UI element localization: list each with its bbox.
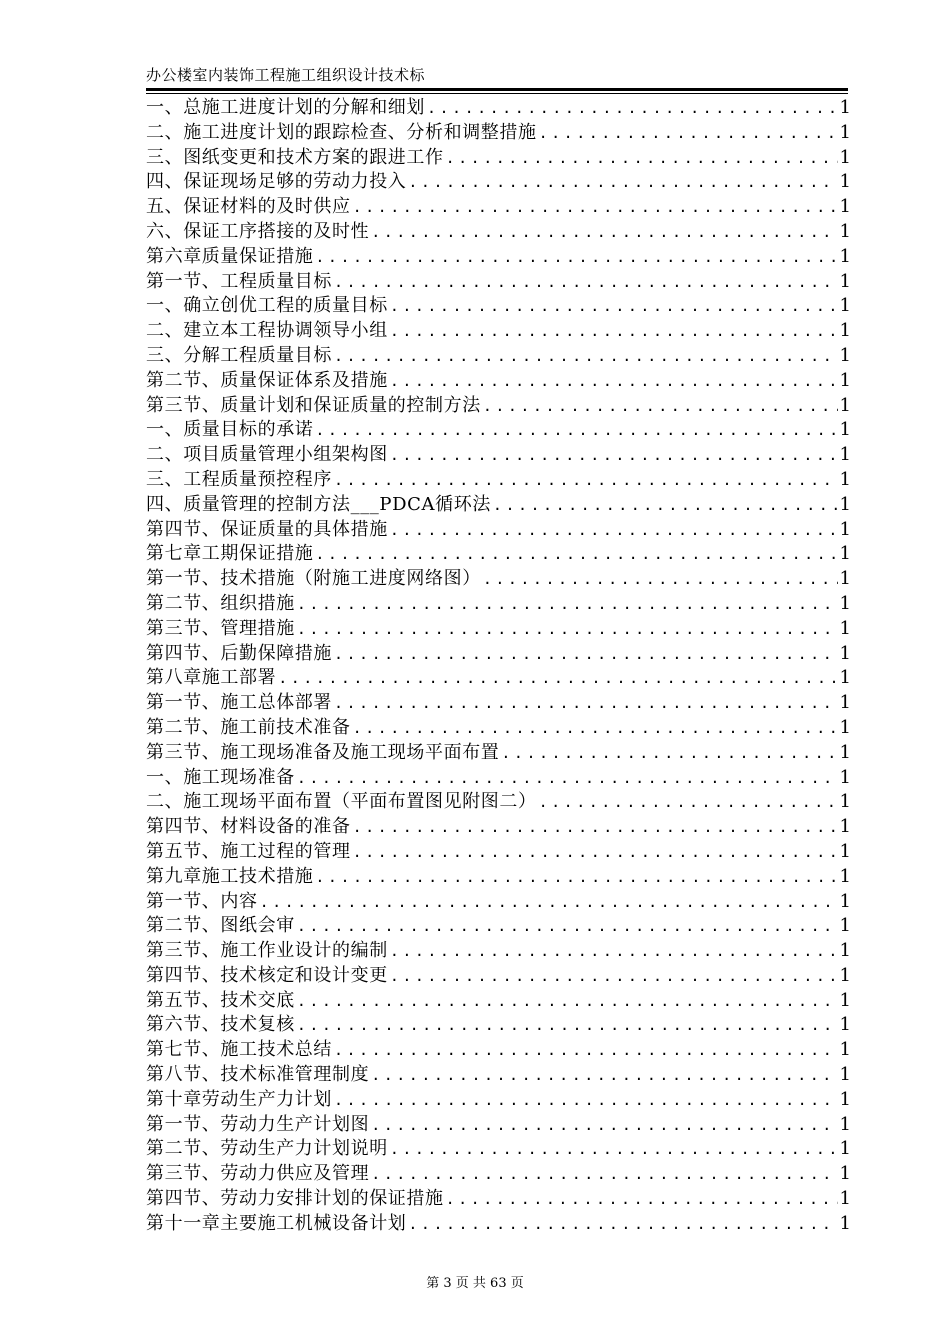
toc-entry[interactable]: [146, 96, 851, 121]
toc-leader-dots: [446, 146, 838, 171]
toc-entry-label: 第一节、工程质量目标: [146, 270, 332, 292]
toc-leader-dots: [315, 542, 837, 567]
toc-entry-label: 五、保证材料的及时供应: [146, 196, 351, 218]
toc-entry-page-number: 1: [839, 741, 851, 763]
toc-leader-dots: [353, 840, 838, 865]
toc-entry-page-number: 1: [839, 518, 851, 540]
toc-entry[interactable]: [146, 146, 851, 171]
toc-leader-dots: [297, 617, 838, 642]
toc-entry[interactable]: [146, 245, 851, 270]
toc-entry-page-number: 1: [839, 444, 851, 466]
document-header-title: 办公楼室内装饰工程施工组织设计技术标: [146, 66, 426, 84]
toc-entry-page-number: 1: [839, 146, 851, 168]
toc-entry-page-number: 1: [839, 1212, 851, 1234]
toc-leader-dots: [390, 443, 838, 468]
toc-entry-label: 一、质量目标的承诺: [146, 419, 314, 441]
toc-entry[interactable]: [146, 1212, 851, 1237]
toc-entry[interactable]: [146, 195, 851, 220]
toc-leader-dots: [427, 96, 838, 121]
toc-entry[interactable]: [146, 1113, 851, 1138]
toc-entry[interactable]: [146, 766, 851, 791]
toc-leader-dots: [371, 1162, 837, 1187]
toc-leader-dots: [334, 642, 838, 667]
toc-leader-dots: [390, 964, 838, 989]
toc-leader-dots: [297, 1013, 838, 1038]
toc-leader-dots: [390, 1137, 838, 1162]
toc-entry-page-number: 1: [839, 1113, 851, 1135]
toc-entry-label: 第二节、组织措施: [146, 592, 295, 614]
toc-leader-dots: [371, 1063, 837, 1088]
toc-entry-page-number: 1: [839, 716, 851, 738]
toc-entry-page-number: 1: [839, 791, 851, 813]
toc-entry-label: 第一节、技术措施（附施工进度网络图）: [146, 568, 481, 590]
toc-entry-page-number: 1: [839, 1064, 851, 1086]
toc-entry-label: 第二节、图纸会审: [146, 915, 295, 937]
toc-entry[interactable]: [146, 592, 851, 617]
toc-entry[interactable]: [146, 790, 851, 815]
toc-entry-page-number: 1: [839, 1188, 851, 1210]
toc-entry-label: 第十章劳动生产力计划: [146, 1088, 332, 1110]
toc-leader-dots: [315, 865, 837, 890]
toc-entry[interactable]: [146, 716, 851, 741]
toc-entry[interactable]: [146, 1013, 851, 1038]
toc-leader-dots: [501, 741, 837, 766]
toc-entry[interactable]: [146, 914, 851, 939]
toc-entry-label: 第三节、管理措施: [146, 617, 295, 639]
toc-entry-label: 第三节、质量计划和保证质量的控制方法: [146, 394, 481, 416]
toc-entry-page-number: 1: [839, 1163, 851, 1185]
toc-leader-dots: [278, 666, 837, 691]
toc-entry-page-number: 1: [839, 121, 851, 143]
toc-entry[interactable]: [146, 964, 851, 989]
toc-entry[interactable]: [146, 617, 851, 642]
toc-entry-page-number: 1: [839, 642, 851, 664]
toc-entry-label: 第九章施工技术措施: [146, 865, 314, 887]
toc-entry[interactable]: [146, 642, 851, 667]
toc-entry-page-number: 1: [839, 295, 851, 317]
toc-entry[interactable]: [146, 121, 851, 146]
toc-entry-label: 一、施工现场准备: [146, 766, 295, 788]
toc-entry-label: 第三节、施工现场准备及施工现场平面布置: [146, 741, 500, 763]
toc-entry-page-number: 1: [839, 270, 851, 292]
toc-entry[interactable]: [146, 741, 851, 766]
toc-entry-page-number: 1: [839, 245, 851, 267]
toc-entry-label: 第二节、施工前技术准备: [146, 716, 351, 738]
toc-leader-dots: [334, 1088, 838, 1113]
toc-entry-page-number: 1: [839, 816, 851, 838]
toc-entry[interactable]: [146, 170, 851, 195]
toc-entry-label: 第一节、劳动力生产计划图: [146, 1113, 370, 1135]
toc-entry-label: 第七节、施工技术总结: [146, 1039, 332, 1061]
toc-entry-page-number: 1: [839, 766, 851, 788]
toc-leader-dots: [390, 319, 838, 344]
toc-leader-dots: [390, 369, 838, 394]
toc-entry[interactable]: [146, 220, 851, 245]
toc-leader-dots: [334, 1038, 838, 1063]
toc-entry-page-number: 1: [839, 865, 851, 887]
toc-entry-page-number: 1: [839, 692, 851, 714]
toc-entry-page-number: 1: [839, 592, 851, 614]
toc-entry-label: 第三节、劳动力供应及管理: [146, 1163, 370, 1185]
toc-entry-label: 二、施工进度计划的跟踪检查、分析和调整措施: [146, 121, 537, 143]
toc-entry-page-number: 1: [839, 320, 851, 342]
toc-entry-page-number: 1: [839, 964, 851, 986]
toc-leader-dots: [390, 518, 838, 543]
toc-entry-label: 第一节、内容: [146, 890, 258, 912]
toc-entry-label: 第一节、施工总体部署: [146, 692, 332, 714]
page-footer: 第 3 页 共 63 页: [426, 1276, 524, 1291]
toc-entry[interactable]: [146, 1088, 851, 1113]
toc-entry-page-number: 1: [839, 419, 851, 441]
toc-entry[interactable]: [146, 344, 851, 369]
toc-entry-label: 第四节、材料设备的准备: [146, 816, 351, 838]
toc-entry[interactable]: [146, 939, 851, 964]
toc-entry-label: 四、质量管理的控制方法___PDCA循环法: [146, 493, 491, 515]
toc-leader-dots: [315, 418, 837, 443]
toc-entry[interactable]: [146, 567, 851, 592]
toc-entry[interactable]: [146, 1187, 851, 1212]
toc-entry-label: 第四节、保证质量的具体措施: [146, 518, 388, 540]
toc-entry-page-number: 1: [839, 220, 851, 242]
toc-entry-page-number: 1: [839, 1138, 851, 1160]
toc-leader-dots: [297, 914, 838, 939]
toc-entry-page-number: 1: [839, 1088, 851, 1110]
table-of-contents: [146, 96, 851, 1237]
toc-entry[interactable]: [146, 890, 851, 915]
toc-leader-dots: [483, 394, 838, 419]
toc-entry[interactable]: [146, 815, 851, 840]
toc-entry[interactable]: [146, 443, 851, 468]
toc-entry[interactable]: [146, 418, 851, 443]
toc-entry-label: 第四节、技术核定和设计变更: [146, 964, 388, 986]
toc-entry-page-number: 1: [839, 196, 851, 218]
toc-entry-label: 一、确立创优工程的质量目标: [146, 295, 388, 317]
toc-entry[interactable]: [146, 294, 851, 319]
toc-entry-page-number: 1: [839, 840, 851, 862]
toc-entry-page-number: 1: [839, 989, 851, 1011]
toc-leader-dots: [334, 344, 838, 369]
toc-leader-dots: [483, 567, 838, 592]
toc-entry[interactable]: [146, 865, 851, 890]
toc-entry-page-number: 1: [839, 890, 851, 912]
toc-leader-dots: [390, 939, 838, 964]
toc-entry[interactable]: [146, 518, 851, 543]
toc-entry[interactable]: [146, 1162, 851, 1187]
toc-entry[interactable]: [146, 1063, 851, 1088]
toc-entry[interactable]: [146, 468, 851, 493]
header-rule-thin: [146, 93, 848, 94]
toc-leader-dots: [371, 1113, 837, 1138]
toc-entry-label: 二、施工现场平面布置（平面布置图见附图二）: [146, 791, 537, 813]
toc-entry[interactable]: [146, 369, 851, 394]
toc-entry[interactable]: [146, 691, 851, 716]
toc-leader-dots: [408, 1212, 837, 1237]
toc-entry-page-number: 1: [839, 97, 851, 118]
toc-entry-label: 三、工程质量预控程序: [146, 468, 332, 490]
toc-entry-label: 第七章工期保证措施: [146, 543, 314, 565]
toc-entry-page-number: 1: [839, 940, 851, 962]
toc-leader-dots: [446, 1187, 838, 1212]
toc-leader-dots: [334, 691, 838, 716]
toc-entry-label: 第五节、技术交底: [146, 989, 295, 1011]
toc-entry-label: 三、分解工程质量目标: [146, 344, 332, 366]
toc-entry-page-number: 1: [839, 344, 851, 366]
toc-entry-label: 第六章质量保证措施: [146, 245, 314, 267]
toc-leader-dots: [334, 270, 838, 295]
toc-leader-dots: [297, 766, 838, 791]
toc-leader-dots: [353, 716, 838, 741]
toc-entry-page-number: 1: [839, 1014, 851, 1036]
toc-entry-label: 二、建立本工程协调领导小组: [146, 320, 388, 342]
toc-leader-dots: [334, 468, 838, 493]
toc-entry-page-number: 1: [839, 568, 851, 590]
toc-leader-dots: [315, 245, 837, 270]
toc-entry[interactable]: [146, 989, 851, 1014]
toc-leader-dots: [353, 815, 838, 840]
toc-entry-label: 四、保证现场足够的劳动力投入: [146, 171, 407, 193]
toc-entry[interactable]: [146, 394, 851, 419]
toc-entry-page-number: 1: [839, 1039, 851, 1061]
toc-leader-dots: [371, 220, 837, 245]
toc-entry-label: 一、总施工进度计划的分解和细划: [146, 97, 425, 118]
toc-leader-dots: [390, 294, 838, 319]
toc-entry-page-number: 1: [839, 394, 851, 416]
toc-entry-page-number: 1: [839, 543, 851, 565]
toc-entry-page-number: 1: [839, 667, 851, 689]
toc-entry[interactable]: [146, 493, 851, 518]
toc-entry[interactable]: [146, 1137, 851, 1162]
toc-leader-dots: [297, 592, 838, 617]
toc-entry-page-number: 1: [839, 468, 851, 490]
toc-entry-label: 第五节、施工过程的管理: [146, 840, 351, 862]
toc-entry-page-number: 1: [839, 369, 851, 391]
toc-leader-dots: [297, 989, 838, 1014]
toc-entry-page-number: 1: [839, 493, 851, 515]
toc-entry-label: 第八节、技术标准管理制度: [146, 1064, 370, 1086]
toc-entry-label: 三、图纸变更和技术方案的跟进工作: [146, 146, 444, 168]
toc-entry[interactable]: [146, 840, 851, 865]
header-rule-thick: [146, 88, 848, 91]
toc-entry-label: 第十一章主要施工机械设备计划: [146, 1212, 407, 1234]
toc-entry[interactable]: [146, 542, 851, 567]
toc-leader-dots: [539, 121, 838, 146]
toc-leader-dots: [493, 493, 838, 518]
toc-entry-label: 第八章施工部署: [146, 667, 277, 689]
toc-entry[interactable]: [146, 319, 851, 344]
toc-entry-label: 第六节、技术复核: [146, 1014, 295, 1036]
toc-entry-page-number: 1: [839, 915, 851, 937]
toc-entry-page-number: 1: [839, 171, 851, 193]
toc-entry[interactable]: [146, 270, 851, 295]
toc-entry-label: 第三节、施工作业设计的编制: [146, 940, 388, 962]
toc-leader-dots: [353, 195, 838, 220]
toc-entry-label: 二、项目质量管理小组架构图: [146, 444, 388, 466]
toc-leader-dots: [408, 170, 837, 195]
toc-leader-dots: [260, 890, 838, 915]
toc-entry-label: 第四节、劳动力安排计划的保证措施: [146, 1188, 444, 1210]
toc-entry-page-number: 1: [839, 617, 851, 639]
toc-entry-label: 第二节、质量保证体系及措施: [146, 369, 388, 391]
toc-entry[interactable]: [146, 666, 851, 691]
toc-entry-label: 第二节、劳动生产力计划说明: [146, 1138, 388, 1160]
toc-leader-dots: [539, 790, 838, 815]
toc-entry-label: 第四节、后勤保障措施: [146, 642, 332, 664]
toc-entry-label: 六、保证工序搭接的及时性: [146, 220, 370, 242]
toc-entry[interactable]: [146, 1038, 851, 1063]
